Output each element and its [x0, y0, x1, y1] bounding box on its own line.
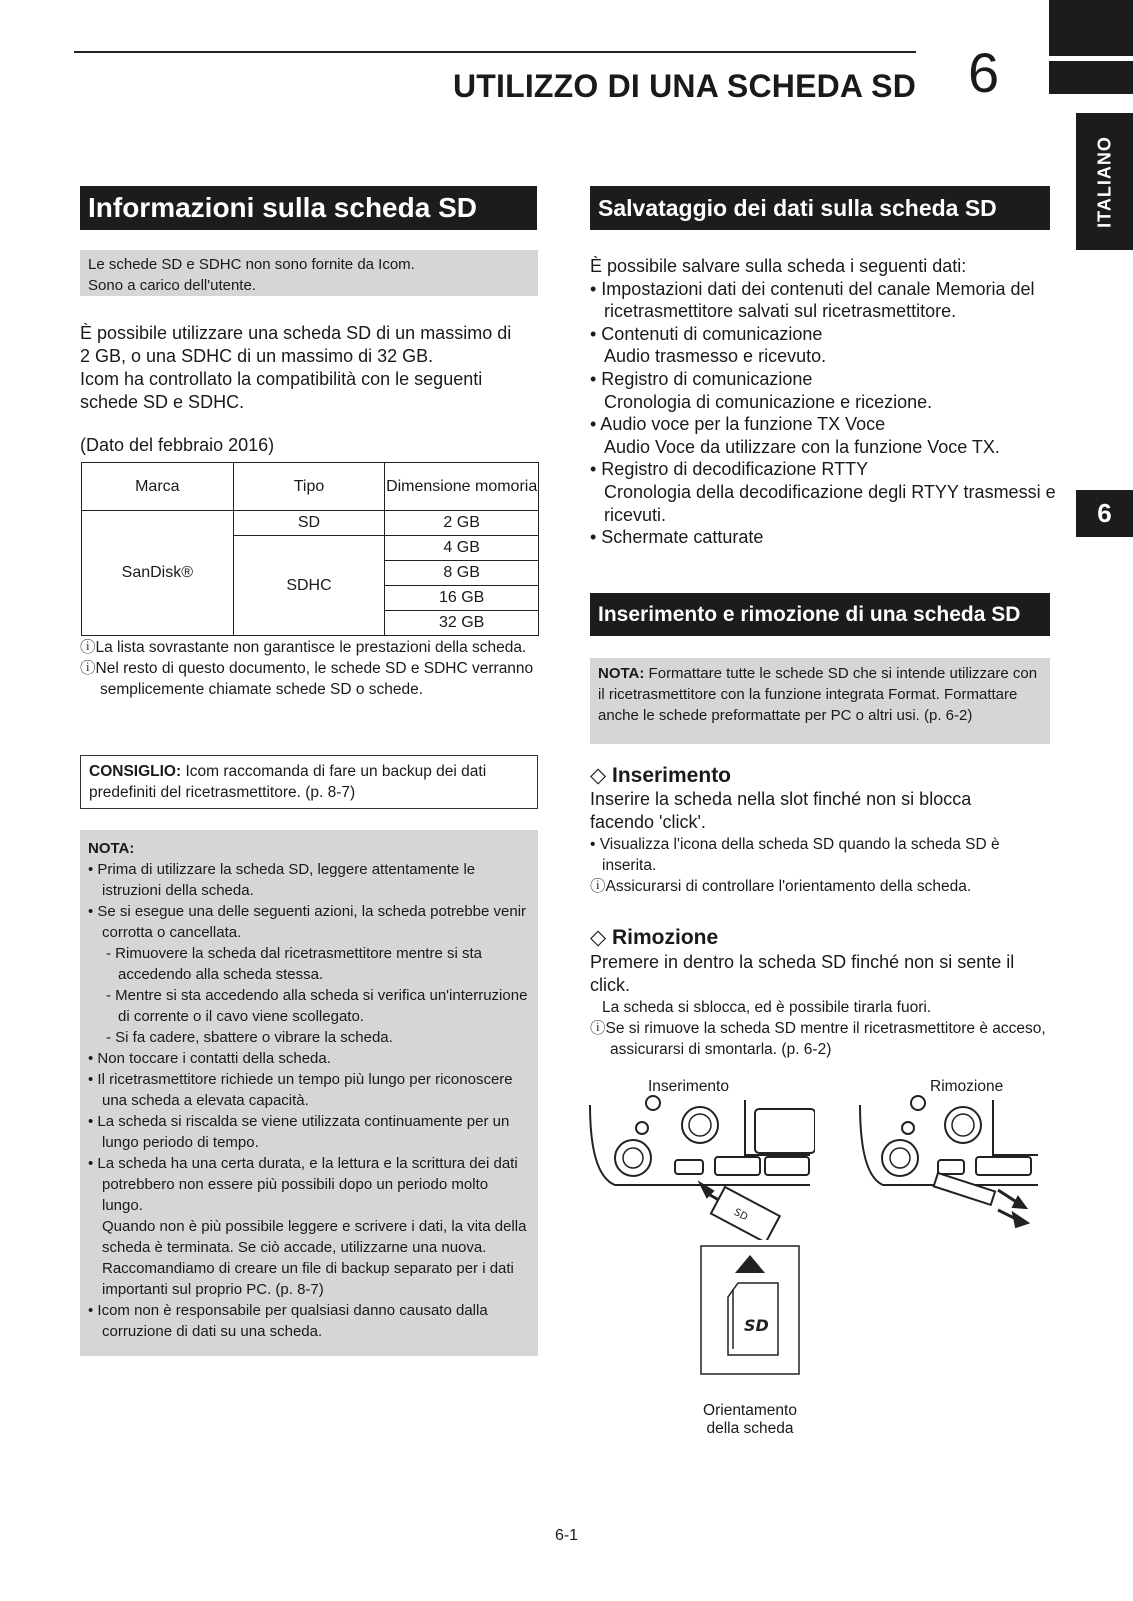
date-note: (Dato del febbraio 2016)	[80, 435, 275, 455]
corner-block	[1049, 0, 1133, 56]
remove-text: Premere in dentro la scheda SD finché non si sente il click.	[590, 952, 1015, 995]
chapter-tab: 6	[1076, 490, 1133, 537]
list-item: • Non toccare i contatti della scheda.	[88, 1050, 331, 1067]
section-title-info: Informazioni sulla scheda SD	[80, 186, 537, 230]
list-item: • La scheda si riscalda se viene utilizzata continuamente per un lungo periodo di tempo.	[88, 1113, 510, 1151]
table-header-row	[82, 463, 539, 511]
orientation-label-line: della scheda	[706, 1420, 794, 1437]
list-item: - Si fa cadere, sbattere o vibrare la scheda.	[106, 1029, 393, 1046]
insert-illustration	[585, 1095, 815, 1240]
tip-text: Icom raccomanda di fare un backup dei dati predefiniti del ricetrasmettitore. (p. 8-7)	[89, 763, 487, 801]
language-tab	[1076, 113, 1133, 250]
size-cell: 8 GB	[385, 561, 539, 586]
nota-box-left	[80, 830, 538, 1356]
type-cell: SD	[233, 511, 385, 536]
table-row	[82, 511, 539, 536]
brand-cell: SanDisk®	[82, 511, 234, 636]
list-item: - Rimuovere la scheda dal ricetrasmettitore mentre si sta accedendo alla scheda stessa.	[106, 945, 482, 983]
notice-line-2: Sono a carico dell'utente.	[88, 277, 256, 294]
save-intro: È possibile salvare sulla scheda i seguenti dati:	[590, 256, 967, 276]
tip-box	[80, 755, 538, 809]
list-item: • Audio voce per la funzione TX Voce	[590, 414, 886, 435]
list-item: • La scheda ha una certa durata, e la lettura e la scrittura dei dati potrebbero non essere più possibili dopo un periodo molto lungo.	[88, 1155, 518, 1214]
nota-label: NOTA:	[88, 840, 135, 857]
list-item: • Schermate catturate	[590, 527, 764, 548]
info-notes	[80, 637, 540, 700]
list-item: Audio Voce da utilizzare con la funzione Voce TX.	[604, 436, 1000, 457]
card-text-insert: SD	[731, 1206, 750, 1224]
info-note: ⓘNel resto di questo documento, le schede SD e SDHC verranno semplicemente chiamate schede SD o schede.	[80, 660, 534, 698]
list-item: • Impostazioni dati dei contenuti del canale Memoria del ricetrasmettitore salvati sul ricetrasmettitore.	[590, 278, 1035, 322]
insert-text: Inserire la scheda nella slot finché non si blocca facendo 'click'.	[590, 789, 972, 832]
save-list	[590, 278, 1060, 549]
section-title-insert-remove: Inserimento e rimozione di una scheda SD	[590, 593, 1050, 636]
list-item: Raccomandiamo di creare un file di backup separato per i dati importanti sul proprio PC. (p. 8-7)	[102, 1260, 514, 1298]
save-section	[590, 255, 1060, 549]
insert-note: ⓘAssicurarsi di controllare l'orientamento della scheda.	[590, 878, 972, 895]
list-item: • Il ricetrasmettitore richiede un tempo più lungo per riconoscere una scheda a elevata capacità.	[88, 1071, 513, 1109]
section-title-save: Salvataggio dei dati sulla scheda SD	[590, 186, 1050, 230]
list-item: • Registro di comunicazione	[590, 368, 813, 389]
remove-notes	[590, 997, 1050, 1060]
tip-label: CONSIGLIO:	[89, 763, 182, 780]
header-type: Tipo	[233, 463, 385, 511]
insert-note: • Visualizza l'icona della scheda SD quando la scheda SD è inserita.	[590, 836, 1000, 874]
notice-box	[80, 250, 538, 296]
list-item: • Se si esegue una delle seguenti azioni, la scheda potrebbe venir corrotta o cancellata.	[88, 903, 527, 941]
header-size: Dimensione momoria	[385, 463, 539, 511]
intro-line: È possibile utilizzare una scheda SD di un massimo di	[80, 323, 512, 343]
nota-label-right: NOTA:	[598, 665, 645, 682]
language-tab-label: ITALIANO	[1094, 135, 1114, 228]
page-title: UTILIZZO DI UNA SCHEDA SD	[452, 68, 916, 104]
remove-illustration	[858, 1095, 1038, 1235]
nota-list	[88, 859, 530, 1342]
notice-line-1: Le schede SD e SDHC non sono fornite da Icom.	[88, 256, 415, 273]
insert-notes	[590, 834, 1050, 897]
size-cell: 2 GB	[385, 511, 539, 536]
remove-note: La scheda si sblocca, ed è possibile tirarla fuori.	[602, 999, 932, 1016]
insert-heading: ◇ Inserimento	[590, 764, 732, 787]
intro-line: Icom ha controllato la compatibilità con le seguenti	[80, 369, 483, 389]
list-item: Quando non è più possibile leggere e scrivere i dati, la vita della scheda è terminata. Se ciò accade, utilizzarne una nuova.	[102, 1218, 527, 1256]
size-cell: 4 GB	[385, 536, 539, 561]
list-item: Cronologia di comunicazione e ricezione.	[604, 391, 933, 412]
header-brand: Marca	[82, 463, 234, 511]
sd-card-orientation-illustration	[700, 1245, 800, 1375]
list-item: - Mentre si sta accedendo alla scheda si verifica un'interruzione di corrente o il cavo viene scollegato.	[106, 987, 528, 1025]
corner-block-lower	[1049, 61, 1133, 94]
illustration-label-remove: Rimozione	[930, 1078, 1004, 1095]
nota-text-right: Formattare tutte le schede SD che si intende utilizzare con il ricetrasmettitore con la funzione integrata Format. Formattare anche le schede preformattate per PC o altri usi. (p. 6-2)	[598, 665, 1038, 724]
size-cell: 16 GB	[385, 586, 539, 611]
intro-line: schede SD e SDHC.	[80, 392, 245, 412]
remove-heading: ◇ Rimozione	[590, 926, 719, 949]
intro-paragraph	[80, 322, 550, 414]
type-cell: SDHC	[233, 536, 385, 636]
orientation-label-line: Orientamento	[703, 1402, 797, 1419]
list-item: • Prima di utilizzare la scheda SD, leggere attentamente le istruzioni della scheda.	[88, 861, 476, 899]
remove-note: ⓘSe si rimuove la scheda SD mentre il ricetrasmettitore è acceso, assicurarsi di smontarla. (p. 6-2)	[590, 1020, 1046, 1058]
list-item: • Icom non è responsabile per qualsiasi danno causato dalla corruzione di dati su una scheda.	[88, 1302, 488, 1340]
intro-line: 2 GB, o una SDHC di un massimo di 32 GB.	[80, 346, 434, 366]
chapter-number: 6	[968, 41, 1000, 104]
list-item: Cronologia della decodificazione degli RTYY trasmessi e ricevuti.	[604, 481, 1056, 525]
list-item: • Contenuti di comunicazione	[590, 323, 823, 344]
card-label: SD	[744, 1316, 769, 1335]
list-item: Audio trasmesso e ricevuto.	[604, 346, 827, 367]
compatibility-table	[81, 462, 539, 636]
info-note: ⓘLa lista sovrastante non garantisce le prestazioni della scheda.	[80, 639, 527, 656]
header-rule	[74, 51, 916, 53]
nota-box-right	[590, 658, 1050, 744]
size-cell: 32 GB	[385, 611, 539, 636]
illustration-label-insert: Inserimento	[648, 1078, 729, 1095]
orientation-label	[700, 1402, 800, 1438]
list-item: • Registro di decodificazione RTTY	[590, 459, 869, 480]
page-number: 6-1	[554, 1527, 579, 1544]
